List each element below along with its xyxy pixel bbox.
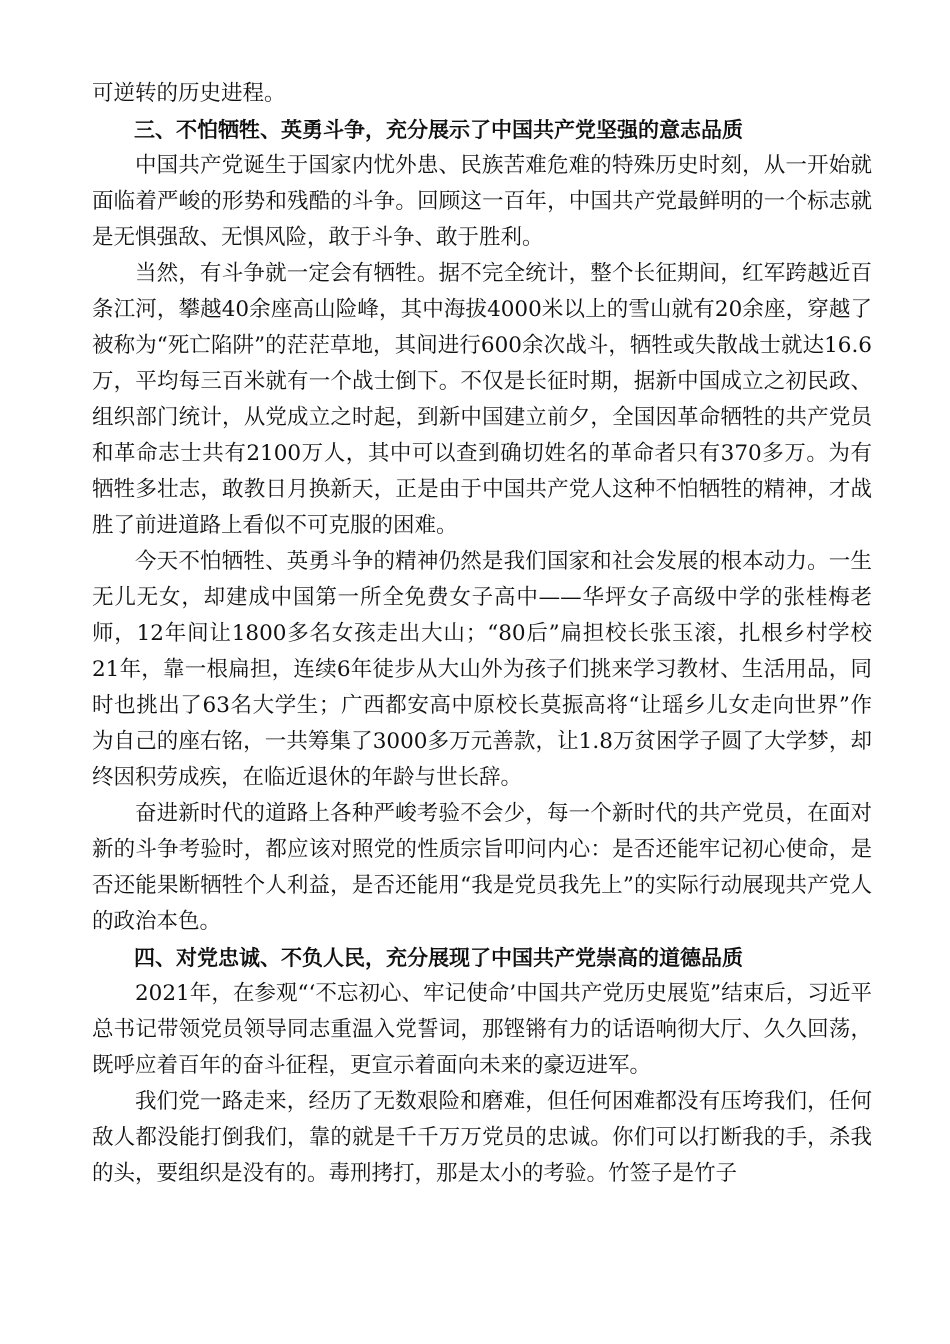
paragraph: 我们党一路走来，经历了无数艰险和磨难，但任何困难都没有压垮我们，任何敌人都没能打倒我们，靠的就是千千万万党员的忠诚。你们可以打断我的手，杀我的头，要组织是没有的。毒刑拷打，那是太小的考验。竹签子是竹子 xyxy=(92,1089,872,1186)
section-heading-3: 三、不怕牺牲、英勇斗争，充分展示了中国共产党坚强的意志品质 xyxy=(134,118,743,142)
document-page xyxy=(92,76,872,1192)
paragraph-continued: 可逆转的历史进程。 xyxy=(92,81,286,106)
paragraph: 今天不怕牺牲、英勇斗争的精神仍然是我们国家和社会发展的根本动力。一生无儿无女，却建成中国第一所全免费女子高中——华坪女子高级中学的张桂梅老师，12年间让1800多名女孩走出大山；“80后”扁担校长张玉滚，扎根乡村学校21年，靠一根扁担，连续6年徒步从大山外为孩子们挑来学习教材、生活用品，同时也挑出了63名大学生；广西都安高中原校长莫振高将“让瑶乡儿女走向世界”作为自己的座右铭，一共筹集了3000多万元善款，让1.8万贫困学子圆了大学梦，却终因积劳成疾，在临近退休的年龄与世长辞。 xyxy=(92,549,872,790)
paragraph: 2021年，在参观“‘不忘初心、牢记使命’中国共产党历史展览”结束后，习近平总书记带领党员领导同志重温入党誓词，那铿锵有力的话语响彻大厅、久久回荡，既呼应着百年的奋斗征程，更宣示着面向未来的豪迈进军。 xyxy=(92,981,872,1078)
paragraph: 中国共产党诞生于国家内忧外患、民族苦难危难的特殊历史时刻，从一开始就面临着严峻的形势和残酷的斗争。回顾这一百年，中国共产党最鲜明的一个标志就是无惧强敌、无惧风险，敢于斗争、敢于胜利。 xyxy=(92,153,872,250)
paragraph: 奋进新时代的道路上各种严峻考验不会少，每一个新时代的共产党员，在面对新的斗争考验时，都应该对照党的性质宗旨叩问内心：是否还能牢记初心使命，是否还能果断牺牲个人利益，是否还能用“我是党员我先上”的实际行动展现共产党人的政治本色。 xyxy=(92,801,872,934)
paragraph: 当然，有斗争就一定会有牺牲。据不完全统计，整个长征期间，红军跨越近百条江河，攀越40余座高山险峰，其中海拔4000米以上的雪山就有20余座，穿越了被称为“死亡陷阱”的茫茫草地，其间进行600余次战斗，牺牲或失散战士就达16.6万，平均每三百米就有一个战士倒下。不仅是长征时期，据新中国成立之初民政、组织部门统计，从党成立之时起，到新中国建立前夕，全国因革命牺牲的共产党员和革命志士共有2100万人，其中可以查到确切姓名的革命者只有370多万。为有牺牲多壮志，敢教日月换新天，正是由于中国共产党人这种不怕牺牲的精神，才战胜了前进道路上看似不可克服的困难。 xyxy=(92,261,872,538)
section-heading-4: 四、对党忠诚、不负人民，充分展现了中国共产党崇高的道德品质 xyxy=(134,946,743,970)
